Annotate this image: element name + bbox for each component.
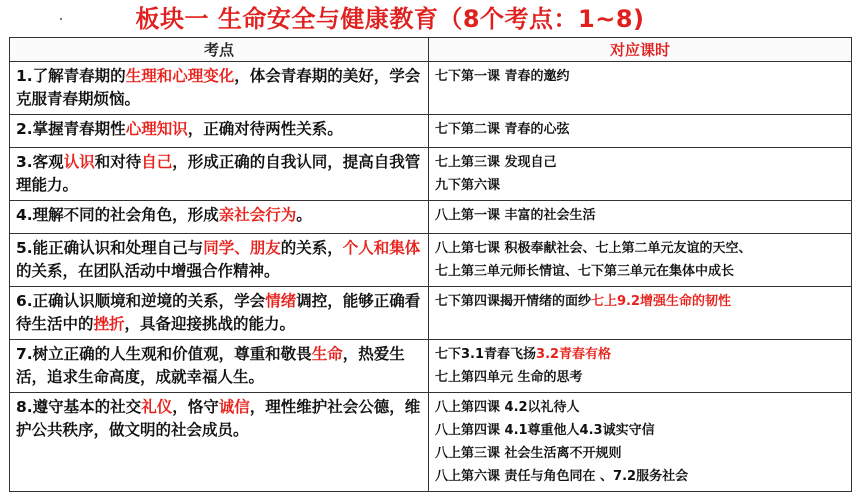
topic-text: 的关系， (280, 239, 343, 257)
course-line (435, 118, 845, 141)
course-line (435, 366, 845, 389)
topic-text: 1.了解青春期的 (16, 67, 126, 85)
table-row (10, 115, 852, 148)
course-line (435, 204, 845, 227)
course-cell (429, 148, 852, 201)
topic-cell (10, 393, 429, 492)
course-text: 九下第六课 (435, 178, 501, 193)
course-line (435, 237, 845, 260)
topic-text: ，正确对待两性关系。 (187, 120, 343, 138)
course-cell (429, 287, 852, 340)
highlight-text: 3.2青春有格 (536, 347, 612, 362)
topic-text: 的关系，在团队活动中增强合作精神。 (16, 262, 280, 280)
table-row (10, 287, 852, 340)
course-text: 八上第四课 4.2以礼待人 (435, 400, 580, 415)
course-text: 八上第三课 社会生活离不开规则 (435, 446, 622, 461)
header-course: 对应课时 (429, 38, 852, 62)
highlight-text: 心理知识 (125, 120, 188, 138)
highlight-text: 亲社会行为 (218, 206, 297, 224)
topic-cell (10, 201, 429, 234)
highlight-text: 同学、朋友 (203, 239, 281, 257)
topic-text: 2.掌握青春期性 (16, 120, 126, 138)
course-line (435, 174, 845, 197)
course-cell (429, 234, 852, 287)
course-line (435, 442, 845, 465)
highlight-text: 情绪 (265, 292, 297, 310)
course-text: 七下第二课 青春的心弦 (435, 122, 570, 137)
highlight-text: 七上9.2增强生命的韧性 (591, 294, 732, 309)
course-line (435, 396, 845, 419)
topic-cell (10, 234, 429, 287)
topic-text: 和对待 (94, 153, 142, 171)
topic-text: 4.理解不同的社会角色，形成 (16, 206, 219, 224)
table-row (10, 393, 852, 492)
topic-text: ，形成正确的自我认同，提高自我管理能力。 (16, 153, 421, 194)
topic-text: 调控，能够正确看待生活中的 (16, 292, 421, 333)
topic-text: ，理性维护社会公德，维护公共秩序，做文明的社会成员。 (16, 398, 421, 439)
topic-text: 7.树立正确的人生观和价值观，尊重和敬畏 (16, 345, 312, 363)
course-line (435, 419, 845, 442)
highlight-text: 挫折 (93, 315, 125, 333)
topic-cell (10, 148, 429, 201)
topic-cell (10, 287, 429, 340)
course-text: 八上第一课 丰富的社会生活 (435, 208, 596, 223)
topic-cell (10, 115, 429, 148)
table-row (10, 234, 852, 287)
course-text: 八上第四课 4.1尊重他人4.3诚实守信 (435, 423, 655, 438)
course-text: 七下第一课 青春的邀约 (435, 69, 570, 84)
topic-text: 3.客观 (16, 153, 64, 171)
course-cell (429, 115, 852, 148)
course-line (435, 260, 845, 283)
topic-text: ，恪守 (172, 398, 219, 416)
topic-text: ，热爱生活，追求生命高度，成就幸福人生。 (16, 345, 405, 386)
table-header-row (10, 38, 852, 62)
course-text: 八上第七课 积极奉献社会、七上第二单元友谊的天空、 (435, 241, 752, 256)
course-line (435, 343, 845, 366)
highlight-text: 个人和集体 (342, 239, 421, 257)
highlight-text: 诚信 (218, 398, 250, 416)
course-line (435, 290, 845, 313)
course-cell (429, 62, 852, 115)
topic-text: 5.能正确认识和处理自己与 (16, 239, 204, 257)
course-text: 七上第三课 发现自己 (435, 155, 557, 170)
exam-points-table (9, 37, 852, 492)
topic-text: 6.正确认识顺境和逆境的关系，学会 (16, 292, 266, 310)
course-line (435, 151, 845, 174)
topic-cell (10, 62, 429, 115)
course-text: 七下第四课揭开情绪的面纱 (435, 294, 592, 309)
highlight-text: 生命 (311, 345, 343, 363)
header-topic: 考点 (10, 38, 429, 62)
course-text: 七上第三单元师长情谊、七下第三单元在集体中成长 (435, 264, 735, 279)
page-title: 板块一 生命安全与健康教育（8个考点：1~8) (135, 5, 645, 33)
course-cell (429, 201, 852, 234)
course-line (435, 65, 845, 88)
highlight-text: 自己 (141, 153, 173, 171)
table-row (10, 148, 852, 201)
topic-text: ，体会青春期的美好，学会克服青春期烦恼。 (16, 67, 421, 108)
topic-text: 。 (296, 206, 312, 224)
course-text: 八上第六课 责任与角色同在 、7.2服务社会 (435, 469, 689, 484)
topic-cell (10, 340, 429, 393)
topic-text: ，具备迎接挑战的能力。 (124, 315, 296, 333)
table-row (10, 62, 852, 115)
highlight-text: 生理和心理变化 (125, 67, 235, 85)
course-text: 七上第四单元 生命的思考 (435, 370, 583, 385)
course-text: 七下3.1青春飞扬 (435, 347, 537, 362)
course-line (435, 465, 845, 488)
topic-text: 8.遵守基本的社交 (16, 398, 142, 416)
course-cell (429, 340, 852, 393)
course-cell (429, 393, 852, 492)
highlight-text: 认识 (63, 153, 95, 171)
table-row (10, 340, 852, 393)
highlight-text: 礼仪 (141, 398, 173, 416)
table-row (10, 201, 852, 234)
decorative-dot (60, 18, 62, 20)
